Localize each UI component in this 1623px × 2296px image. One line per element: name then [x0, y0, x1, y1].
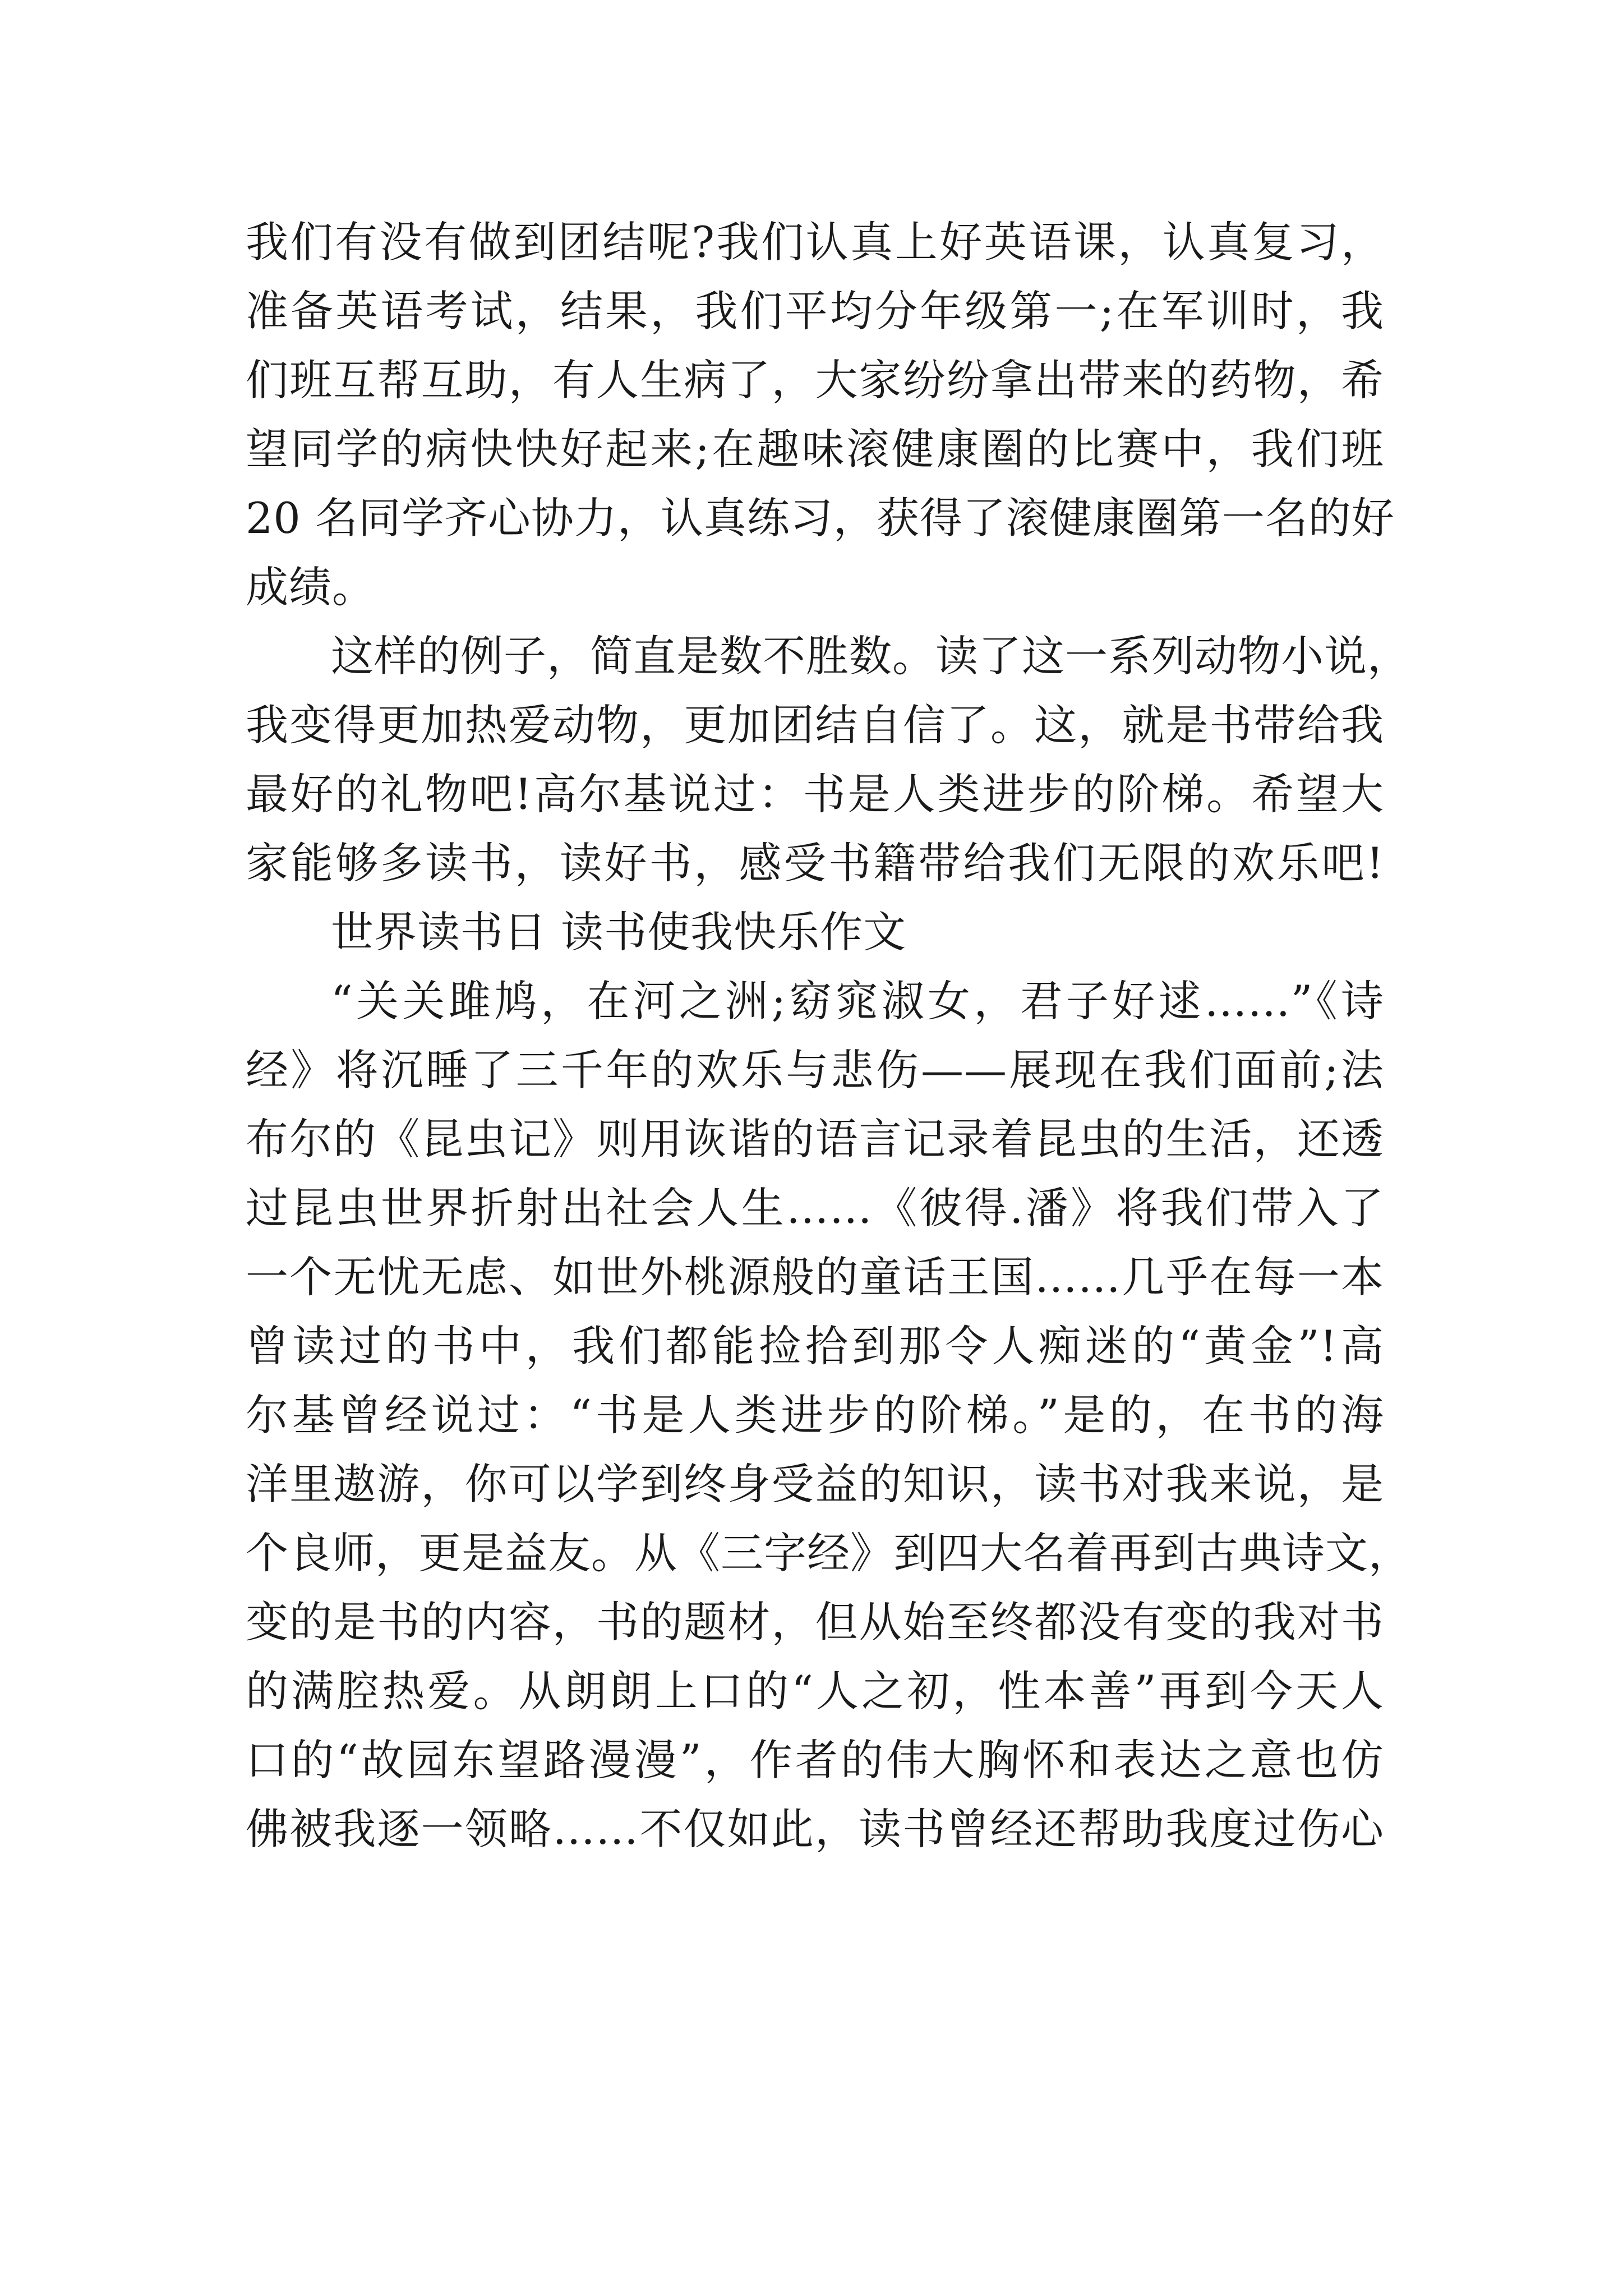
text-line: 布尔的《昆虫记》则用诙谐的语言记录着昆虫的生活，还透	[246, 1114, 1384, 1164]
document-body	[246, 208, 1412, 1864]
text-line: 准备英语考试，结果，我们平均分年级第一;在军训时，我	[246, 286, 1384, 336]
heading-text: 世界读书日 读书使我快乐作文	[331, 907, 907, 957]
text-line: 一个无忧无虑、如世外桃源般的童话王国……几乎在每一本	[246, 1252, 1384, 1302]
text-line: 望同学的病快快好起来;在趣味滚健康圈的比赛中，我们班	[246, 424, 1384, 474]
text-line: “关关雎鸠，在河之洲;窈窕淑女，君子好逑……”《诗	[331, 976, 1384, 1026]
text-line: 最好的礼物吧!高尔基说过：书是人类进步的阶梯。希望大	[246, 769, 1384, 819]
text-line: 20 名同学齐心协力，认真练习，获得了滚健康圈第一名的好	[246, 493, 1395, 543]
text-line: 我们有没有做到团结呢?我们认真上好英语课，认真复习，	[246, 217, 1384, 267]
text-line: 我变得更加热爱动物，更加团结自信了。这，就是书带给我	[246, 700, 1384, 750]
text-line: 变的是书的内容，书的题材，但从始至终都没有变的我对书	[246, 1597, 1384, 1647]
text-line: 经》将沉睡了三千年的欢乐与悲伤——展现在我们面前;法	[246, 1045, 1384, 1095]
paragraph-3	[246, 967, 1412, 1864]
text-line: 佛被我逐一领略……不仅如此，读书曾经还帮助我度过伤心	[246, 1804, 1384, 1854]
text-line: 口的“故园东望路漫漫”，作者的伟大胸怀和表达之意也仿	[246, 1735, 1384, 1785]
text-line: 个良师，更是益友。从《三字经》到四大名着再到古典诗文，	[246, 1528, 1412, 1578]
text-line: 家能够多读书，读好书，感受书籍带给我们无限的欢乐吧!	[246, 838, 1384, 888]
text-line: 成绩。	[246, 562, 375, 612]
section-heading	[246, 898, 1384, 967]
text-line: 尔基曾经说过：“书是人类进步的阶梯。”是的，在书的海	[246, 1390, 1384, 1440]
text-line: 曾读过的书中，我们都能捡拾到那令人痴迷的“黄金”!高	[246, 1321, 1384, 1371]
text-line: 们班互帮互助，有人生病了，大家纷纷拿出带来的药物，希	[246, 355, 1384, 405]
text-line: 这样的例子，简直是数不胜数。读了这一系列动物小说，	[331, 631, 1410, 681]
paragraph-1	[246, 208, 1395, 622]
text-line: 的满腔热爱。从朗朗上口的“人之初，性本善”再到今天人	[246, 1666, 1384, 1716]
paragraph-2	[246, 622, 1410, 898]
text-line: 过昆虫世界折射出社会人生……《彼得.潘》将我们带入了	[246, 1183, 1384, 1233]
text-line: 洋里遨游，你可以学到终身受益的知识，读书对我来说，是	[246, 1459, 1384, 1509]
